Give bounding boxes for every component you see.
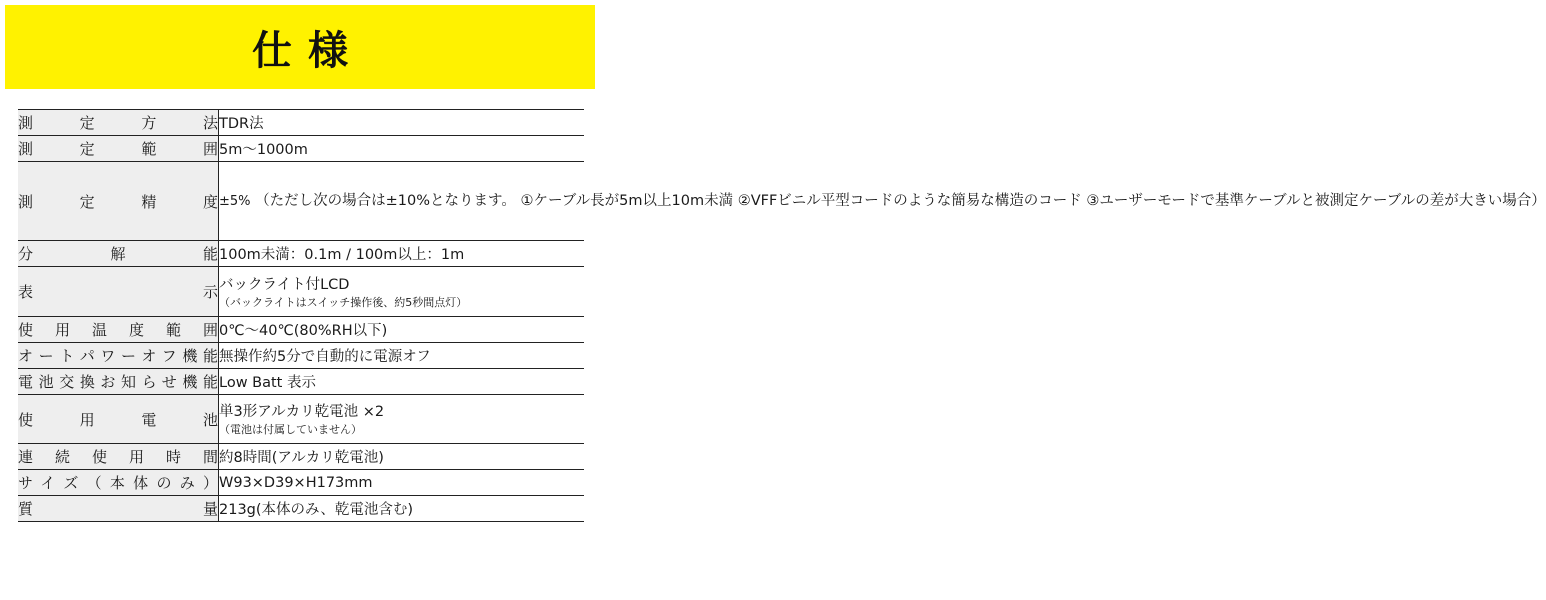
value-text: 5m〜1000m xyxy=(219,142,308,158)
row-value xyxy=(219,162,1546,241)
table-row xyxy=(18,470,584,496)
row-label: 連続使用時間 xyxy=(18,444,219,470)
row-value xyxy=(219,470,585,496)
table-row xyxy=(18,496,584,522)
row-value xyxy=(219,369,585,395)
table-row xyxy=(18,162,584,241)
table-row xyxy=(18,136,584,162)
value-text: W93×D39×H173mm xyxy=(219,474,373,491)
table-row xyxy=(18,369,584,395)
value-text: 100m未満：0.1m / 100m以上：1m xyxy=(219,247,465,263)
row-value xyxy=(219,110,585,136)
row-label: サイズ（本体のみ） xyxy=(18,470,219,496)
value-lead: ±5% xyxy=(219,193,251,209)
row-value xyxy=(219,496,585,522)
value-text: 無操作約5分で自動的に電源オフ xyxy=(219,349,431,365)
row-label: 表示 xyxy=(18,267,219,317)
value-note: （電池は付属していません） xyxy=(219,423,362,436)
row-label: 分解能 xyxy=(18,241,219,267)
table-row xyxy=(18,110,584,136)
table-row xyxy=(18,267,584,317)
row-value xyxy=(219,241,585,267)
value-text: 単3形アルカリ乾電池 ×2 xyxy=(219,404,385,420)
row-label: 質量 xyxy=(18,496,219,522)
value-text: バックライト付LCD xyxy=(219,276,350,293)
row-value xyxy=(219,444,585,470)
row-value xyxy=(219,136,585,162)
row-label: 電池交換お知らせ機能 xyxy=(18,369,219,395)
row-label: 使用温度範囲 xyxy=(18,317,219,343)
spec-table xyxy=(18,109,1546,522)
value-text: 213g(本体のみ、乾電池含む) xyxy=(219,502,414,518)
value-text: 0℃〜40℃(80%RH以下) xyxy=(219,323,388,339)
row-value xyxy=(219,395,585,444)
value-text: 約8時間(アルカリ乾電池) xyxy=(219,450,384,466)
value-text: Low Batt 表示 xyxy=(219,375,316,391)
row-label: 測定精度 xyxy=(18,162,219,241)
value-note: （バックライトはスイッチ操作後、約5秒間点灯） xyxy=(219,295,468,309)
table-row xyxy=(18,343,584,369)
row-label: オートパワーオフ機能 xyxy=(18,343,219,369)
table-row xyxy=(18,444,584,470)
row-value xyxy=(219,267,585,317)
row-value xyxy=(219,317,585,343)
table-row xyxy=(18,241,584,267)
row-value xyxy=(219,343,585,369)
table-row xyxy=(18,317,584,343)
title-banner xyxy=(5,5,595,89)
value-note: （ただし次の場合は±10%となります。 ①ケーブル長が5m以上10m未満 ②VFFビニル平型コードのような簡易な構造のコード ③ユーザーモードで基準ケーブルと被測定ケーブルの差が大きい場合） xyxy=(255,192,1546,209)
row-label: 測定方法 xyxy=(18,110,219,136)
table-row xyxy=(18,395,584,444)
value-text: TDR法 xyxy=(219,116,264,132)
row-label: 測定範囲 xyxy=(18,136,219,162)
page-title: 仕様 xyxy=(252,27,364,74)
row-label: 使用電池 xyxy=(18,395,219,444)
